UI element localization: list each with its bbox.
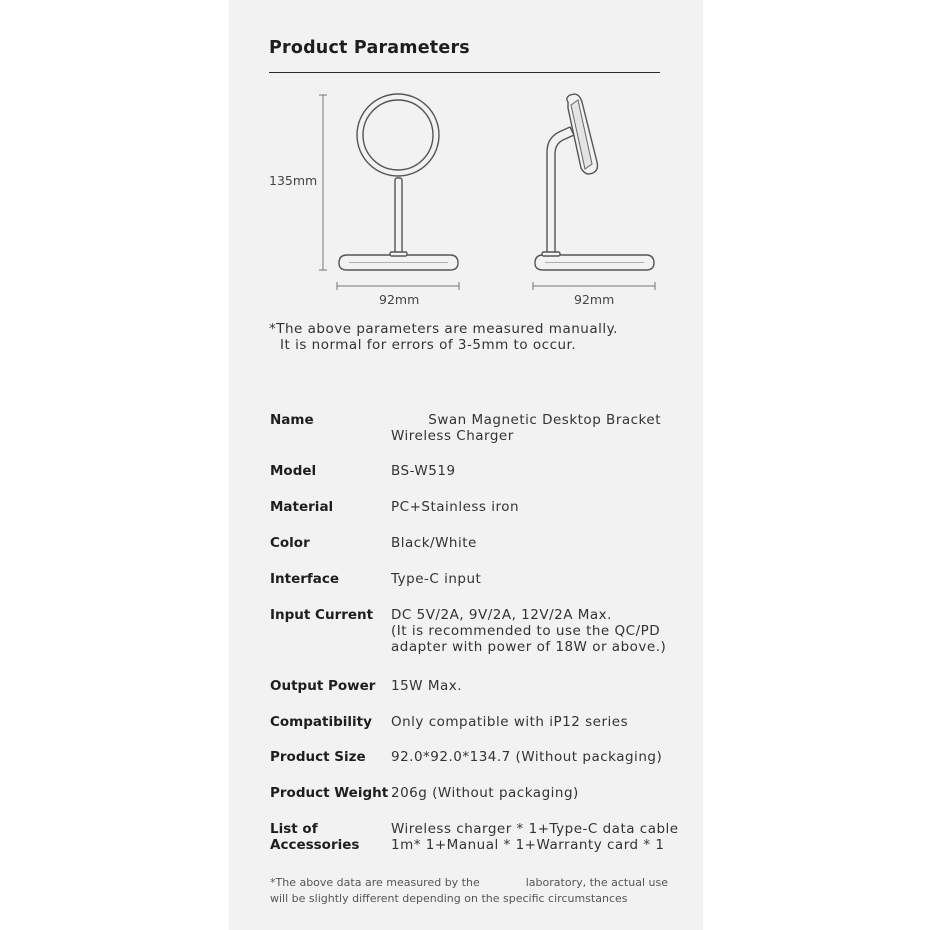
footer-line2: will be slightly different depending on the specific circumstances [270,892,628,905]
spec-value-product-size: 92.0*92.0*134.7 (Without packaging) [391,749,663,765]
spec-label-input-current: Input Current [270,607,374,623]
spec-label-material: Material [270,499,334,515]
spec-label-color: Color [270,535,310,551]
height-dimension-label: 135mm [269,173,318,188]
height-dimension-line [319,95,327,270]
spec-label-name: Name [270,412,314,428]
spec-value-output-power: 15W Max. [391,678,463,694]
spec-value-compatibility: Only compatible with iP12 series [391,714,629,730]
spec-value-model: BS-W519 [391,463,456,479]
spec-value-product-weight: 206g (Without packaging) [391,785,579,801]
spec-label-accessories: List of Accessories [270,821,360,853]
footer-disclaimer [270,875,668,907]
side-width-dimension-line [533,282,655,290]
spec-label-model: Model [270,463,317,479]
spec-label-interface: Interface [270,571,340,587]
spec-value-accessories [391,821,679,853]
spec-value-interface: Type-C input [391,571,482,587]
front-width-label: 92mm [379,292,420,307]
spec-value-accessories-line1: Wireless charger * 1+Type-C data cable [391,821,679,837]
spec-value-accessories-line2: 1m* 1+Manual * 1+Warranty card * 1 [391,837,665,853]
spec-value-color: Black/White [391,535,477,551]
spec-label-product-size: Product Size [270,749,366,765]
page-title: Product Parameters [269,38,470,58]
spec-value-material: PC+Stainless iron [391,499,520,515]
side-width-label: 92mm [574,292,615,307]
product-dimension-diagram [229,80,703,310]
measurement-note [269,321,618,353]
measurement-note-line1: *The above parameters are measured manually. [269,321,618,337]
front-view-illustration [339,94,458,270]
spec-value-name [391,412,663,444]
footer-line1-start: *The above data are measured by the [270,876,480,889]
title-divider [269,72,660,73]
footer-line1-end: laboratory, the actual use [525,876,668,889]
spec-value-input-current [391,607,667,655]
spec-value-input-current-line3: adapter with power of 18W or above.) [391,639,667,655]
spec-value-input-current-line2: (It is recommended to use the QC/PD [391,623,661,639]
front-width-dimension-line [337,282,459,290]
spec-value-input-current-line1: DC 5V/2A, 9V/2A, 12V/2A Max. [391,607,612,623]
spec-value-name-line1: Swan Magnetic Desktop Bracket [428,412,661,428]
spec-label-product-weight: Product Weight [270,785,389,801]
side-view-illustration [535,94,654,270]
spec-label-compatibility: Compatibility [270,714,372,730]
spec-label-output-power: Output Power [270,678,376,694]
measurement-note-line2: It is normal for errors of 3-5mm to occur. [280,337,577,353]
spec-value-name-line2: Wireless Charger [391,428,514,444]
